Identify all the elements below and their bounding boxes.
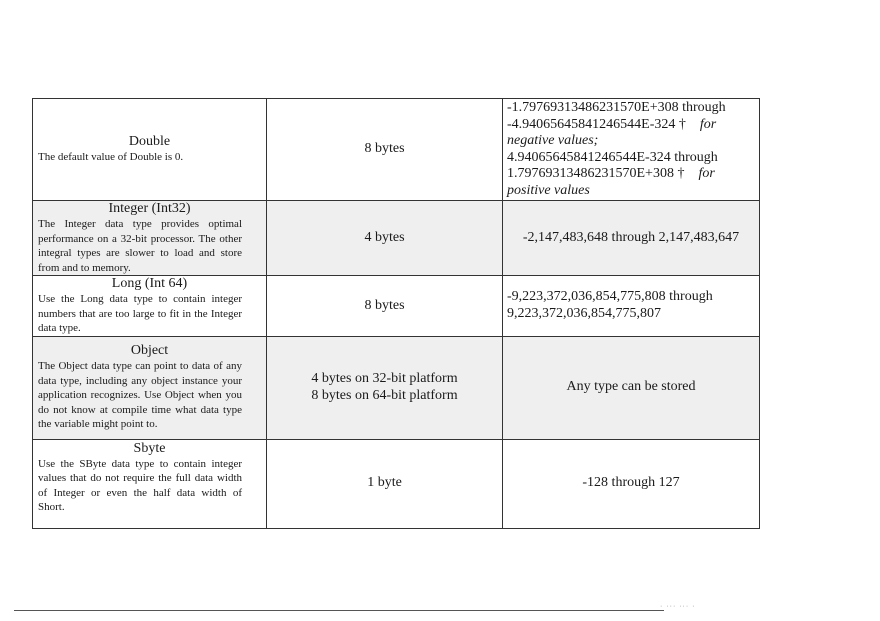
type-description: Use the Long data type to contain integer numbers that are too large to fit in the Integer data type. bbox=[38, 293, 242, 334]
size-cell bbox=[267, 99, 503, 201]
range-line: negative values; bbox=[507, 133, 599, 148]
table-row-integer bbox=[33, 201, 760, 276]
range-cell bbox=[503, 439, 760, 528]
type-cell bbox=[33, 276, 267, 337]
range-cell bbox=[503, 201, 760, 276]
table-row-object bbox=[33, 336, 760, 439]
table-row-long bbox=[33, 276, 760, 337]
range-line: -4.94065645841246544E-324 † for bbox=[507, 116, 717, 132]
footer-marks: · ··· ··· · bbox=[660, 603, 696, 610]
size-cell bbox=[267, 439, 503, 528]
value-range bbox=[503, 100, 759, 199]
type-description: The Object data type can point to data of any data type, including any object instance your application recognizes. Use Object when you do not know at compile time what data type the variable might point to. bbox=[38, 360, 242, 431]
type-description: The Integer data type provides optimal performance on a 32-bit processor. The other integral types are slower to load and store from and to memory. bbox=[38, 218, 242, 274]
range-line: -9,223,372,036,854,775,808 through bbox=[507, 289, 713, 305]
range-line: positive values bbox=[507, 182, 590, 198]
type-description: The default value of Double is 0. bbox=[38, 151, 184, 164]
value-range: -128 through 127 bbox=[582, 475, 680, 491]
range-line: -1.79769313486231570E+308 through bbox=[507, 100, 726, 115]
type-name: Double bbox=[128, 134, 171, 150]
type-name: Integer (Int32) bbox=[108, 201, 191, 216]
value-range: -2,147,483,648 through 2,147,483,647 bbox=[522, 229, 740, 245]
range-cell bbox=[503, 276, 760, 337]
type-name: Object bbox=[130, 343, 169, 359]
range-line: 4.94065645841246544E-324 through bbox=[507, 149, 718, 165]
storage-size: 1 byte bbox=[367, 475, 402, 491]
data-types-table bbox=[32, 98, 760, 529]
range-cell bbox=[503, 336, 760, 439]
storage-size: 8 bytes bbox=[364, 141, 405, 157]
type-name: Sbyte bbox=[133, 440, 166, 456]
size-line: 4 bytes on 32-bit platform bbox=[311, 371, 458, 386]
range-line: 9,223,372,036,854,775,807 bbox=[507, 305, 661, 321]
range-line: 1.79769313486231570E+308 † for bbox=[507, 166, 715, 181]
range-cell bbox=[503, 99, 760, 201]
size-cell bbox=[267, 276, 503, 337]
type-cell bbox=[33, 336, 267, 439]
type-cell bbox=[33, 201, 267, 276]
value-range bbox=[503, 289, 759, 322]
size-line: 8 bytes on 64-bit platform bbox=[311, 387, 458, 403]
size-cell bbox=[267, 336, 503, 439]
table-row-sbyte bbox=[33, 439, 760, 528]
type-cell bbox=[33, 99, 267, 201]
type-cell bbox=[33, 439, 267, 528]
footer-rule bbox=[14, 610, 664, 611]
storage-size bbox=[267, 371, 502, 404]
storage-size: 8 bytes bbox=[364, 297, 405, 313]
size-cell bbox=[267, 201, 503, 276]
table-row-double bbox=[33, 99, 760, 201]
type-description: Use the SByte data type to contain integer values that do not require the full data width of Integer or even the half data width of Short. bbox=[38, 457, 242, 513]
storage-size: 4 bytes bbox=[364, 229, 405, 245]
type-name: Long (Int 64) bbox=[111, 276, 188, 291]
value-range: Any type can be stored bbox=[566, 379, 696, 395]
